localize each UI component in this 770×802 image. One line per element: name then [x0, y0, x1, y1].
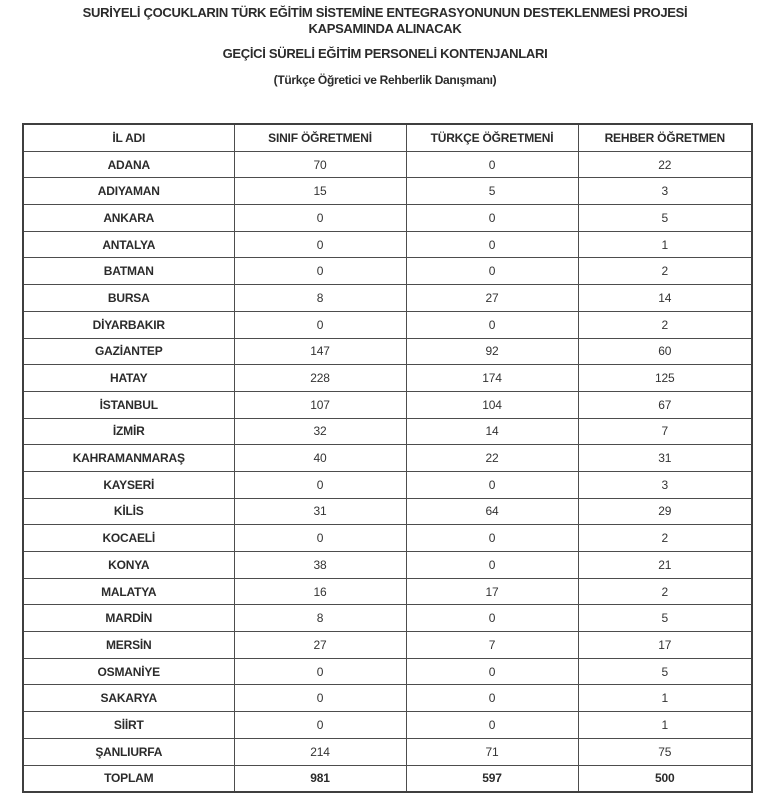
quota-value: 38 [234, 552, 406, 579]
table-row [23, 338, 752, 365]
province-name: OSMANİYE [23, 658, 234, 685]
table-row [23, 178, 752, 205]
table-row [23, 471, 752, 498]
quota-value: 1 [578, 685, 752, 712]
quota-value: 174 [406, 365, 578, 392]
total-value: 500 [578, 765, 752, 792]
table-row [23, 658, 752, 685]
quota-value: 67 [578, 391, 752, 418]
quota-value: 0 [234, 311, 406, 338]
header-row [23, 124, 752, 151]
quota-value: 60 [578, 338, 752, 365]
quota-value: 0 [406, 151, 578, 178]
total-value: 981 [234, 765, 406, 792]
total-row [23, 765, 752, 792]
quota-value: 0 [406, 311, 578, 338]
quota-value: 0 [234, 525, 406, 552]
total-label: TOPLAM [23, 765, 234, 792]
quota-value: 0 [234, 258, 406, 285]
column-header: REHBER ÖĞRETMEN [578, 124, 752, 151]
quota-value: 70 [234, 151, 406, 178]
province-name: BURSA [23, 285, 234, 312]
quota-value: 75 [578, 738, 752, 765]
quota-value: 5 [406, 178, 578, 205]
table-row [23, 205, 752, 232]
quota-value: 15 [234, 178, 406, 205]
quota-value: 8 [234, 285, 406, 312]
province-name: MERSİN [23, 632, 234, 659]
quota-value: 214 [234, 738, 406, 765]
table-row [23, 285, 752, 312]
province-name: DİYARBAKIR [23, 311, 234, 338]
table-row [23, 258, 752, 285]
total-value: 597 [406, 765, 578, 792]
table-row [23, 632, 752, 659]
column-header: TÜRKÇE ÖĞRETMENİ [406, 124, 578, 151]
province-name: KONYA [23, 552, 234, 579]
table-row [23, 418, 752, 445]
table-row [23, 498, 752, 525]
table-row [23, 151, 752, 178]
table-row [23, 712, 752, 739]
table-row [23, 445, 752, 472]
quota-value: 107 [234, 391, 406, 418]
province-name: MALATYA [23, 578, 234, 605]
quota-value: 0 [406, 258, 578, 285]
quota-value: 40 [234, 445, 406, 472]
quota-value: 8 [234, 605, 406, 632]
quota-value: 14 [406, 418, 578, 445]
quota-value: 2 [578, 578, 752, 605]
table-row [23, 605, 752, 632]
province-name: KOCAELİ [23, 525, 234, 552]
province-name: BATMAN [23, 258, 234, 285]
quota-value: 2 [578, 258, 752, 285]
province-name: ANTALYA [23, 231, 234, 258]
province-name: MARDİN [23, 605, 234, 632]
quota-value: 5 [578, 658, 752, 685]
quota-value: 0 [234, 658, 406, 685]
quota-value: 17 [578, 632, 752, 659]
quota-value: 2 [578, 311, 752, 338]
quota-value: 5 [578, 205, 752, 232]
quota-value: 29 [578, 498, 752, 525]
title-block [0, 0, 770, 88]
quota-value: 0 [406, 471, 578, 498]
province-name: SAKARYA [23, 685, 234, 712]
table-row [23, 525, 752, 552]
quota-value: 0 [406, 605, 578, 632]
column-header: İL ADI [23, 124, 234, 151]
province-name: ŞANLIURFA [23, 738, 234, 765]
province-name: KAYSERİ [23, 471, 234, 498]
quota-value: 92 [406, 338, 578, 365]
table-row [23, 552, 752, 579]
quota-value: 1 [578, 231, 752, 258]
quota-value: 22 [578, 151, 752, 178]
quota-value: 27 [234, 632, 406, 659]
quota-value: 0 [406, 658, 578, 685]
quota-value: 228 [234, 365, 406, 392]
province-name: KAHRAMANMARAŞ [23, 445, 234, 472]
quota-value: 0 [406, 552, 578, 579]
quota-value: 22 [406, 445, 578, 472]
table-row [23, 231, 752, 258]
table-row [23, 685, 752, 712]
quota-value: 104 [406, 391, 578, 418]
province-name: ADIYAMAN [23, 178, 234, 205]
table-body [23, 151, 752, 765]
province-name: SİİRT [23, 712, 234, 739]
province-name: ADANA [23, 151, 234, 178]
quota-value: 31 [234, 498, 406, 525]
quota-value: 0 [234, 685, 406, 712]
quota-value: 0 [406, 205, 578, 232]
quota-value: 147 [234, 338, 406, 365]
quota-value: 0 [234, 205, 406, 232]
table-row [23, 578, 752, 605]
quota-value: 71 [406, 738, 578, 765]
quota-value: 0 [234, 471, 406, 498]
province-name: ANKARA [23, 205, 234, 232]
quota-value: 0 [406, 525, 578, 552]
quota-value: 3 [578, 178, 752, 205]
quota-value: 3 [578, 471, 752, 498]
table-row [23, 365, 752, 392]
quota-value: 14 [578, 285, 752, 312]
province-name: KİLİS [23, 498, 234, 525]
title-line-2: KAPSAMINDA ALINACAK [308, 21, 462, 36]
quota-table [22, 123, 753, 793]
quota-value: 7 [578, 418, 752, 445]
quota-value: 0 [406, 685, 578, 712]
quota-value: 125 [578, 365, 752, 392]
quota-value: 17 [406, 578, 578, 605]
province-name: HATAY [23, 365, 234, 392]
province-name: İZMİR [23, 418, 234, 445]
table-row [23, 391, 752, 418]
subtitle: GEÇİCİ SÜRELİ EĞİTİM PERSONELİ KONTENJANLARI [222, 46, 548, 61]
quota-value: 5 [578, 605, 752, 632]
province-name: GAZİANTEP [23, 338, 234, 365]
table-row [23, 738, 752, 765]
quota-value: 21 [578, 552, 752, 579]
column-header: SINIF ÖĞRETMENİ [234, 124, 406, 151]
quota-value: 32 [234, 418, 406, 445]
province-name: İSTANBUL [23, 391, 234, 418]
quota-value: 0 [406, 712, 578, 739]
title-line-1: SURİYELİ ÇOCUKLARIN TÜRK EĞİTİM SİSTEMİNE ENTEGRASYONUNUN DESTEKLENMESİ PROJESİ [82, 5, 688, 20]
quota-value: 7 [406, 632, 578, 659]
quota-value: 16 [234, 578, 406, 605]
quota-value: 1 [578, 712, 752, 739]
quota-value: 0 [234, 712, 406, 739]
quota-value: 0 [406, 231, 578, 258]
quota-value: 64 [406, 498, 578, 525]
quota-value: 31 [578, 445, 752, 472]
quota-value: 0 [234, 231, 406, 258]
quota-value: 2 [578, 525, 752, 552]
quota-value: 27 [406, 285, 578, 312]
table-row [23, 311, 752, 338]
subtitle-note: (Türkçe Öğretici ve Rehberlik Danışmanı) [273, 73, 497, 87]
